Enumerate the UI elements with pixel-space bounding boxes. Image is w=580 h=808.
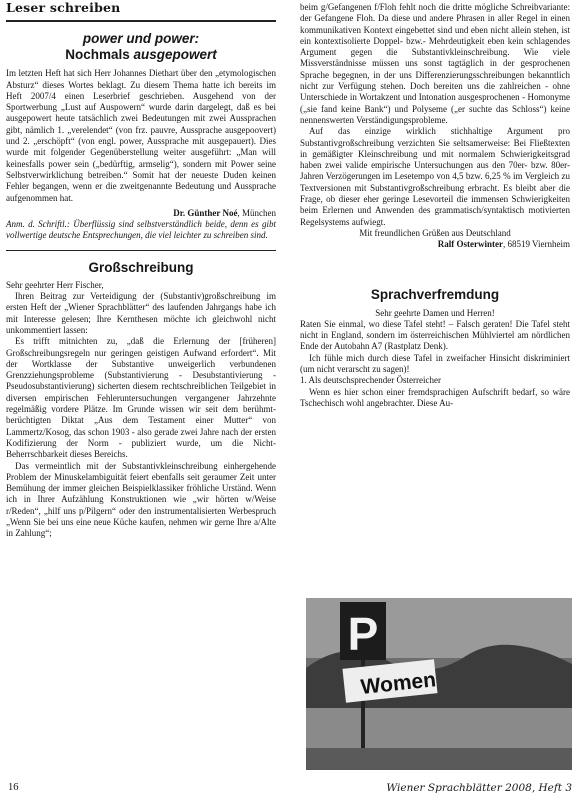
article-power (6, 31, 276, 241)
article-sprach-p4: Wenn es hier schon einer fremdsprachigen Aufschrift bedarf, so wäre Tschechisch wohl angebrachter. Diese Au- (300, 386, 570, 408)
publication-footer: Wiener Sprachblätter 2008, Heft 3 (386, 782, 572, 794)
signature-place: , München (237, 207, 276, 218)
article-gross-p3: Das vermeintlich mit der Substantivkleinschreibung einhergehende Problem der Minuskelambiguität feiert ebenfalls seit geraumer Zeit unter Bemühung der immer gleichen Beispielklassiker fröhliche Urständ. Wenn ich in Ihrer Aufzählung Konstruktionen wie „wir hörten w/Weise r/Reden“, „hilf uns p/Pilgern“ oder den instrumentalisierten Werbespruch „Wenn Sie bei uns eine neue Küche kaufen, nehmen wir gerne Ihre a/Alte in Zahlung“; (6, 460, 276, 539)
article-power-title-pre: Nochmals (65, 47, 134, 63)
sign-letter: P (347, 608, 379, 660)
article-sprach (300, 287, 570, 410)
article-power-body: Im letzten Heft hat sich Herr Johannes Diethart über den „etymologischen Absturz“ dieses Wortes beklagt. Zu diesem Thema hatte ich bereits im Heft 2007/4 einen Leserbrief geschrieben. Ausgehend von der Sportwerbung „Lust auf Auspowern“ wurde darin dargelegt, daß es bei ausgepowert heute tatsächlich zwei Bedeutungen mit zwei Aussprachen gibt, nämlich 1. „verelendet“ (von frz. pauvre, Aussprache ausgepoovert) und 2. „erschöpft“ (von engl. power, Aussprache mit ausgepauert). Dies wurde mit folgender Gegenüberstellung weiter ausgeführt: „Man will keinesfalls power sein („bedürftig, armselig“), sondern mit Power seine Selbstverwirklichung betreiben.“ Somit hat der neueste Duden keinen Fehler begangen, wenn er die zweitgenannte Bedeutung und Aussprache aufgenommen hat. (6, 68, 276, 203)
sign-women-text: Women (359, 668, 438, 700)
article-sprach-p2: Ich fühle mich durch diese Tafel in zweifacher Hinsicht diskriminiert (um nicht verarscht zu sagen)! (300, 352, 570, 375)
divider-rule (6, 250, 276, 251)
article-power-title (6, 31, 276, 63)
article-power-title-em: ausgepowert (133, 47, 217, 63)
article-gross-p1: Ihren Beitrag zur Verteidigung der (Substantiv)großschreibung im ersten Heft der „Wiener Sprachblätter“ des laufenden Jahrgangs habe ich mit Interesse gelesen; Ihre Kernthesen möchte ich gleichwohl nicht unkommentiert lassen: (6, 291, 276, 335)
article-gross-signature (300, 239, 570, 250)
article-power-title-line1: power und power: (82, 31, 200, 47)
left-column (6, 0, 276, 540)
road-sign-photo (306, 598, 572, 770)
section-rule (6, 20, 276, 22)
signature-name: Dr. Günther Noé (173, 207, 238, 218)
article-sprach-title: Sprachverfremdung (370, 286, 500, 302)
signature-name: Ralf Osterwinter (437, 239, 503, 250)
article-sprach-p1: Raten Sie einmal, wo diese Tafel steht! – Falsch geraten! Die Tafel steht nicht in England, sondern im österreichischen Mühlviertel am nördlichen Ende der Autobahn A7 (Rastplatz Denk). (300, 318, 570, 352)
editor-note: Anm. d. Schriftl.: Überflüssig sind selbstverständlich beide, denn es gibt vollwertige deutsche Entsprechungen, die viel leichter zu schreiben sind. (6, 219, 276, 241)
article-gross-title: Großschreibung (88, 259, 194, 275)
article-gross-salutation: Sehr geehrter Herr Fischer, (6, 279, 104, 290)
signature-place: , 68519 Viernheim (502, 239, 570, 250)
article-gross (6, 260, 276, 540)
article-gross-p5: Auf das einzige wirklich stichhaltige Argument pro Substantivgroßschreibung verzichten Sie seltsamerweise: Bei Fließtexten in gemäßigter Kleinschreibung und mit normalem Schwierigkeitsgrad haben zwei valide empirische Untersuchungen aus den 70er- bzw. 80er-Jahren Verzögerungen im Lesetempo von 4,5 bzw. 6,25 % im Vergleich zu Textversionen mit Substantivgroßschreibung erbracht. Es bleibt aber die Frage, ob dieser eher geringe Lesevorteil die immensen Schwierigkeiten beim Erlernen und Anwenden des grammatisch/syntaktisch motivierten Regelsystems aufwiegt. (300, 126, 570, 227)
right-column (300, 2, 570, 409)
article-gross-closing: Mit freundlichen Grüßen aus Deutschland (359, 227, 511, 238)
page-number: 16 (8, 782, 19, 793)
article-sprach-salutation: Sehr geehrte Damen und Herren! (375, 307, 495, 318)
road-sign-illustration (306, 598, 572, 770)
article-sprach-p3: 1. Als deutschsprechender Österreicher (300, 375, 441, 386)
article-gross-p2: Es trifft mitnichten zu, „daß die Erlernung der [früheren] Großschreibungsregeln nur geringen geistigen Aufwand erfordert“. Mit der Wortklasse der Substantive unweigerlich verbundenen Grenzziehungsprobleme (Substantivierung - Desubstantivierung - Pseudosubstantivierung) sicherten diesem rechtschreiblichen Teilgebiet in diversen empirischen Fehleruntersuchungen vergangener Jahrzehnte regelmäßig vordere Plätze. Im Grunde wissen wir seit dem berühmt-berüchtigten Diktat „Aus dem Testament einer Mutter“ von Lammertz/Kosog, das schon 1903 - also gerade zwei Jahre nach der ersten Kodifizierung der Norm - publiziert wurde, um die Nicht-Beherrschbarkeit dieses Bereichs. (6, 336, 276, 460)
article-gross-p4: beim g/Gefangenen f/Floh fehlt noch die dritte mögliche Schreibvariante: der Gefangene Floh. Da diese und andere Phrasen in aller Regel in einen kommunikativen Kontext eingebettet sind und eben nicht allein stehen, ist ein kontextisolierte Doppel- bzw.- Mehrdeutigkeit eben kein schlagendes Argument gegen die Substantivkleinschreibung. Wie viele Missverständnisse müssen uns sonst tagtäglich in der gesprochenen Sprache begegnen, in der uns Differenzierungsschreibungen bekanntlich nicht zur Verfügung stehen. Doch bereiten uns die zahlreichen - ohne Unterschiede in Wortakzent und Intonation ausgesprochenen - Homonyme („sie fand keine Bank“) und Polyseme („er suchte das Schloss“) keine nennenswerten Verständigungsprobleme. (300, 2, 570, 125)
article-power-signature (6, 208, 276, 219)
section-title: Leser schreiben (6, 0, 121, 15)
